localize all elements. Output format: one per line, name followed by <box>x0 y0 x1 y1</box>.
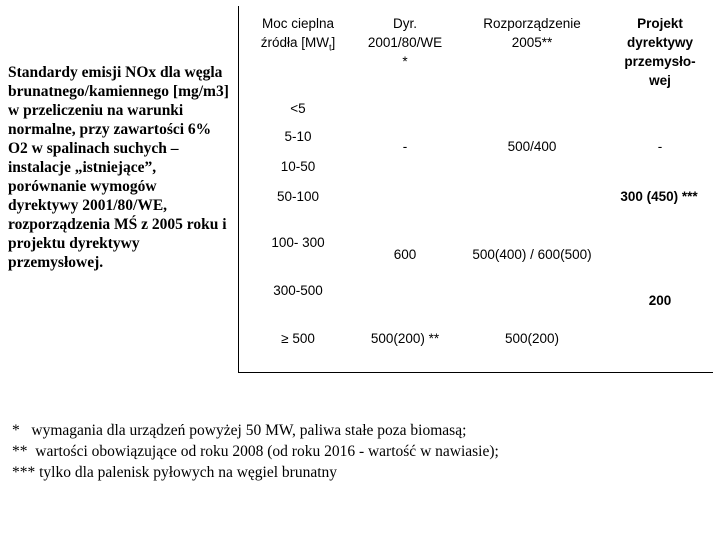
value-directive-middle: 600 <box>393 247 417 262</box>
range-cell: 10-50 <box>280 159 316 174</box>
value-regulation-upper: 500/400 <box>507 139 557 154</box>
header-regulation <box>462 14 602 52</box>
value-draft-50-100: 300 (450) *** <box>620 189 698 204</box>
range-cell: 5-10 <box>284 129 312 144</box>
range-cell: 300-500 <box>273 283 323 298</box>
header-draft-line1: Projekt <box>637 16 683 31</box>
header-draft-line3: przemysło- <box>624 54 696 69</box>
footnote: ** wartości obowiązujące od roku 2008 (od roku 2016 - wartość w nawiasie); <box>12 443 499 460</box>
header-power-unit: źródła [MW <box>260 35 329 50</box>
header-power-bracket: ] <box>331 35 336 50</box>
value-draft-upper: - <box>657 139 663 154</box>
header-directive-line2: 2001/80/WE <box>367 35 443 50</box>
header-power-subscript: t <box>328 42 332 53</box>
header-draft-line2: dyrektywy <box>626 35 694 50</box>
header-power-line2 <box>248 33 348 58</box>
header-draft-directive <box>612 14 708 90</box>
range-cell: ≥ 500 <box>281 331 315 346</box>
header-power <box>248 14 348 58</box>
value-regulation-500: 500(200) <box>504 331 560 346</box>
header-power-line1: Moc cieplna <box>261 16 335 31</box>
range-cell: 100- 300 <box>271 235 325 250</box>
value-regulation-middle: 500(400) / 600(500) <box>472 247 592 262</box>
footnotes <box>12 420 712 483</box>
value-directive-500: 500(200) ** <box>370 331 440 346</box>
range-cell: <5 <box>290 101 306 116</box>
value-draft-lower: 200 <box>648 293 672 308</box>
footnote: * wymagania dla urządzeń powyżej 50 MW, paliwa stałe poza biomasą; <box>12 422 467 439</box>
footnote: *** tylko dla palenisk pyłowych na węgiel brunatny <box>12 464 338 481</box>
description-text: Standardy emisji NOx dla węgla brunatnego/kamiennego [mg/m3] w przeliczeniu na warunki normalne, przy zawartości 6% O2 w spalinach suchych – instalacje „istniejące”, porównanie wymogów dyrektywy 2001/80/WE, rozporządzenia MŚ z 2005 roku i projektu dyrektywy przemysłowej. <box>8 64 229 271</box>
header-directive <box>350 14 460 71</box>
header-regulation-line1: Rozporządzenie <box>483 16 581 31</box>
header-draft-line4: wej <box>649 73 671 88</box>
header-directive-line1: Dyr. <box>392 16 417 31</box>
header-regulation-line2: 2005** <box>511 35 553 50</box>
value-directive-upper: - <box>402 139 408 154</box>
header-directive-line3: * <box>402 54 408 69</box>
range-cell: 50-100 <box>276 189 320 204</box>
